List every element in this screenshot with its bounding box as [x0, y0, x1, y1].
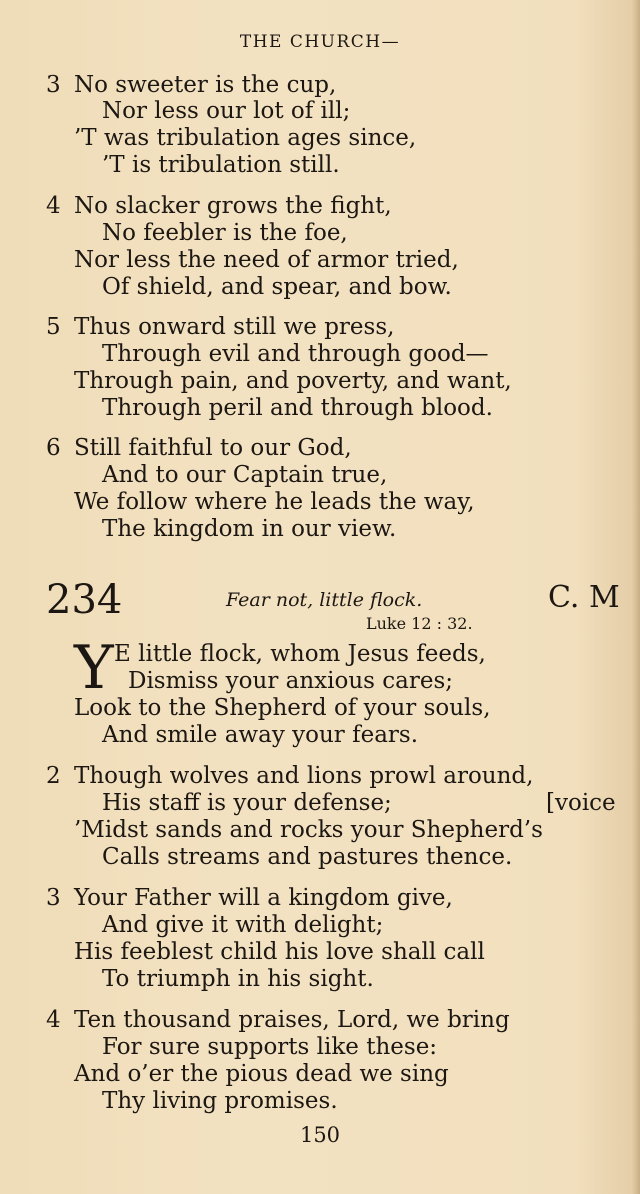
page-number: 150	[299, 1123, 341, 1147]
verse-line: To triumph in his sight.	[102, 966, 374, 992]
verse-overflow-word: [voice	[546, 790, 616, 816]
verse-line: ’T is tribulation still.	[102, 152, 340, 178]
verse-line: His staff is your defense;	[102, 790, 392, 816]
verse-line: And to our Captain true,	[102, 462, 388, 488]
verse-line: No slacker grows the fight,	[74, 193, 392, 219]
verse-line: Nor less the need of armor tried,	[74, 247, 459, 273]
stanza-number: 4	[46, 193, 61, 219]
verse-line: Ten thousand praises, Lord, we bring	[74, 1007, 510, 1033]
verse-line: Through peril and through blood.	[102, 395, 493, 421]
verse-line: Thus onward still we press,	[74, 314, 395, 340]
verse-line: And smile away your fears.	[102, 722, 419, 748]
verse-line: ’Midst sands and rocks your Shepherd’s	[74, 817, 543, 843]
stanza-number: 5	[46, 314, 61, 340]
stanza-number: 4	[46, 1007, 61, 1033]
hymn-meter: C. M	[548, 580, 620, 615]
verse-line: Through pain, and poverty, and want,	[74, 368, 512, 394]
verse-line: Look to the Shepherd of your souls,	[74, 695, 491, 721]
running-head: THE CHURCH—	[239, 32, 401, 52]
verse-line: His feeblest child his love shall call	[74, 939, 485, 965]
verse-line: Dismiss your anxious cares;	[128, 668, 454, 694]
stanza-number: 3	[46, 885, 61, 911]
verse-line: No sweeter is the cup,	[74, 72, 337, 98]
verse-line: Though wolves and lions prowl around,	[74, 763, 534, 789]
verse-line: We follow where he leads the way,	[74, 489, 475, 515]
verse-line: E little flock, whom Jesus feeds,	[114, 641, 486, 667]
verse-line: And o’er the pious dead we sing	[74, 1061, 449, 1087]
verse-line: ’T was tribulation ages since,	[74, 125, 417, 151]
verse-line: The kingdom in our view.	[102, 516, 397, 542]
verse-line: Calls streams and pastures thence.	[102, 844, 513, 870]
verse-line: Your Father will a kingdom give,	[74, 885, 453, 911]
scripture-reference: Luke 12 : 32.	[366, 614, 473, 633]
hymn-title: Fear not, little flock.	[226, 589, 423, 611]
verse-line: Through evil and through good—	[102, 341, 489, 367]
verse-line: Of shield, and spear, and bow.	[102, 274, 452, 300]
stanza-number: 2	[46, 763, 61, 789]
verse-line: No feebler is the foe,	[102, 220, 348, 246]
page-edge-shadow	[632, 0, 640, 1194]
stanza-number: 6	[46, 435, 61, 461]
hymn-number: 234	[46, 577, 123, 623]
verse-line: For sure supports like these:	[102, 1034, 438, 1060]
verse-line: Nor less our lot of ill;	[102, 98, 351, 124]
drop-cap: Y	[74, 633, 114, 703]
verse-line: Thy living promises.	[102, 1088, 338, 1114]
verse-line: Still faithful to our God,	[74, 435, 352, 461]
stanza-number: 3	[46, 72, 61, 98]
verse-line: And give it with delight;	[102, 912, 384, 938]
